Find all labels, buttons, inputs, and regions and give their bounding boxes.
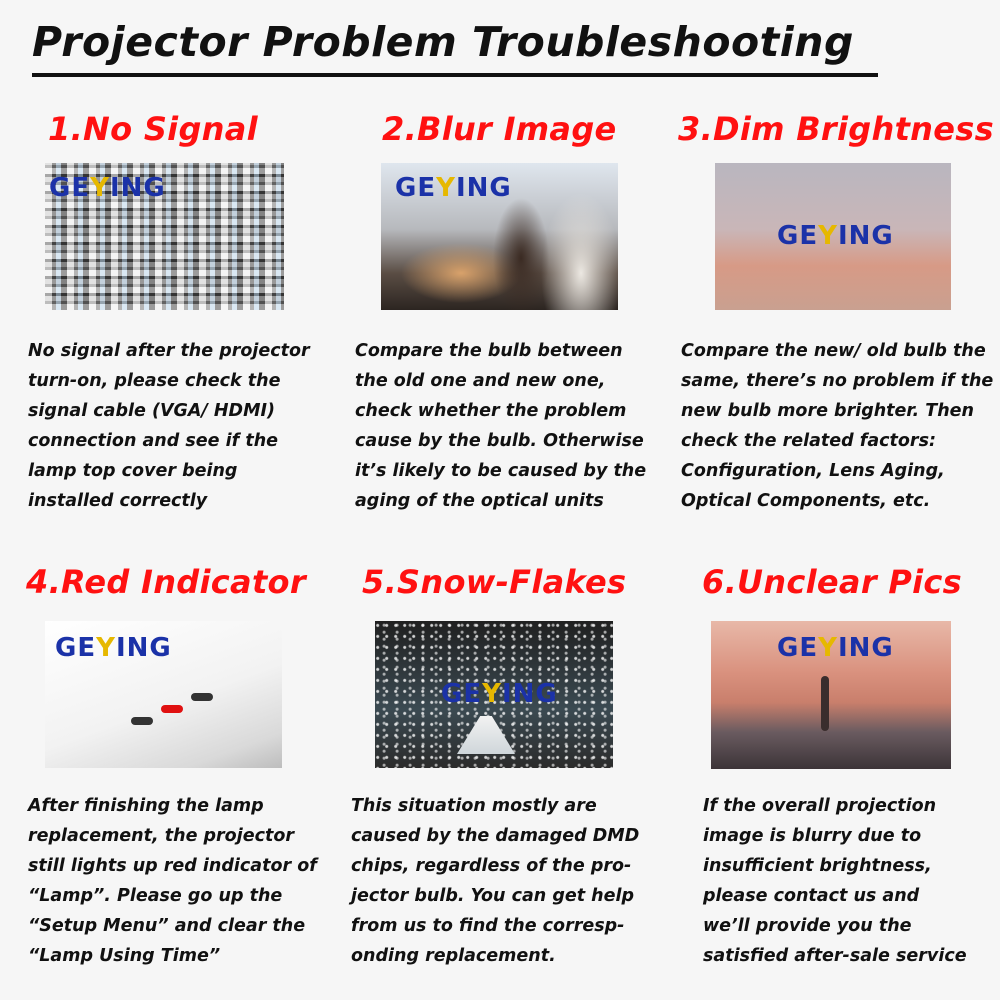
no-signal-image bbox=[45, 163, 284, 310]
projected-figure bbox=[457, 716, 515, 754]
indicator-led bbox=[191, 693, 213, 701]
blur-image-photo bbox=[381, 163, 618, 310]
red-lamp-indicator bbox=[161, 705, 183, 713]
geying-logo: GEYING bbox=[777, 221, 894, 251]
problem-heading-blur-image: 2.Blur Image bbox=[382, 110, 617, 148]
problem-heading-snow-flakes: 5.Snow-Flakes bbox=[362, 563, 627, 601]
geying-logo: GEYING bbox=[441, 679, 558, 709]
problem-heading-red-indicator: 4.Red Indicator bbox=[26, 563, 306, 601]
problem-description-dim-brightness: Compare the new/ old bulb the same, there’s no problem if the new bulb more brighter. Then check the related factors: Configuration, Lens Aging, Optical Components, etc. bbox=[681, 341, 994, 511]
geying-logo: GEYING bbox=[55, 633, 172, 663]
title-underline bbox=[32, 73, 878, 77]
indicator-led bbox=[131, 717, 153, 725]
red-indicator-photo bbox=[45, 621, 282, 768]
standing-person bbox=[821, 676, 829, 731]
problem-description-snow-flakes: This situation mostly are caused by the damaged DMD chips, regardless of the pro- jector bulb. You can get help from us to find the corresp- onding replacement. bbox=[351, 796, 640, 966]
dim-brightness-photo bbox=[715, 163, 951, 310]
geying-logo: GEYING bbox=[395, 173, 512, 203]
problem-description-unclear-pics: If the overall projection image is blurry due to insufficient brightness, please contact us and we’ll provide you the satisfied after-sale service bbox=[703, 796, 967, 966]
problem-description-no-signal: No signal after the projector turn-on, please check the signal cable (VGA/ HDMI) connection and see if the lamp top cover being installed correctly bbox=[28, 341, 310, 511]
page-title: Projector Problem Troubleshooting bbox=[32, 18, 854, 66]
problem-description-red-indicator: After finishing the lamp replacement, the projector still lights up red indicator of “Lamp”. Please go up the “Setup Menu” and clear the “Lamp Using Time” bbox=[28, 796, 317, 966]
problem-heading-unclear-pics: 6.Unclear Pics bbox=[702, 563, 962, 601]
unclear-pics-photo bbox=[711, 621, 951, 769]
problem-heading-no-signal: 1.No Signal bbox=[48, 110, 258, 148]
problem-description-blur-image: Compare the bulb between the old one and new one, check whether the problem cause by the bulb. Otherwise it’s likely to be caused by the aging of the optical units bbox=[355, 341, 647, 511]
geying-logo: GEYING bbox=[777, 633, 894, 663]
geying-logo: GEYING bbox=[49, 173, 166, 203]
snow-flakes-photo bbox=[375, 621, 613, 768]
problem-heading-dim-brightness: 3.Dim Brightness bbox=[678, 110, 994, 148]
